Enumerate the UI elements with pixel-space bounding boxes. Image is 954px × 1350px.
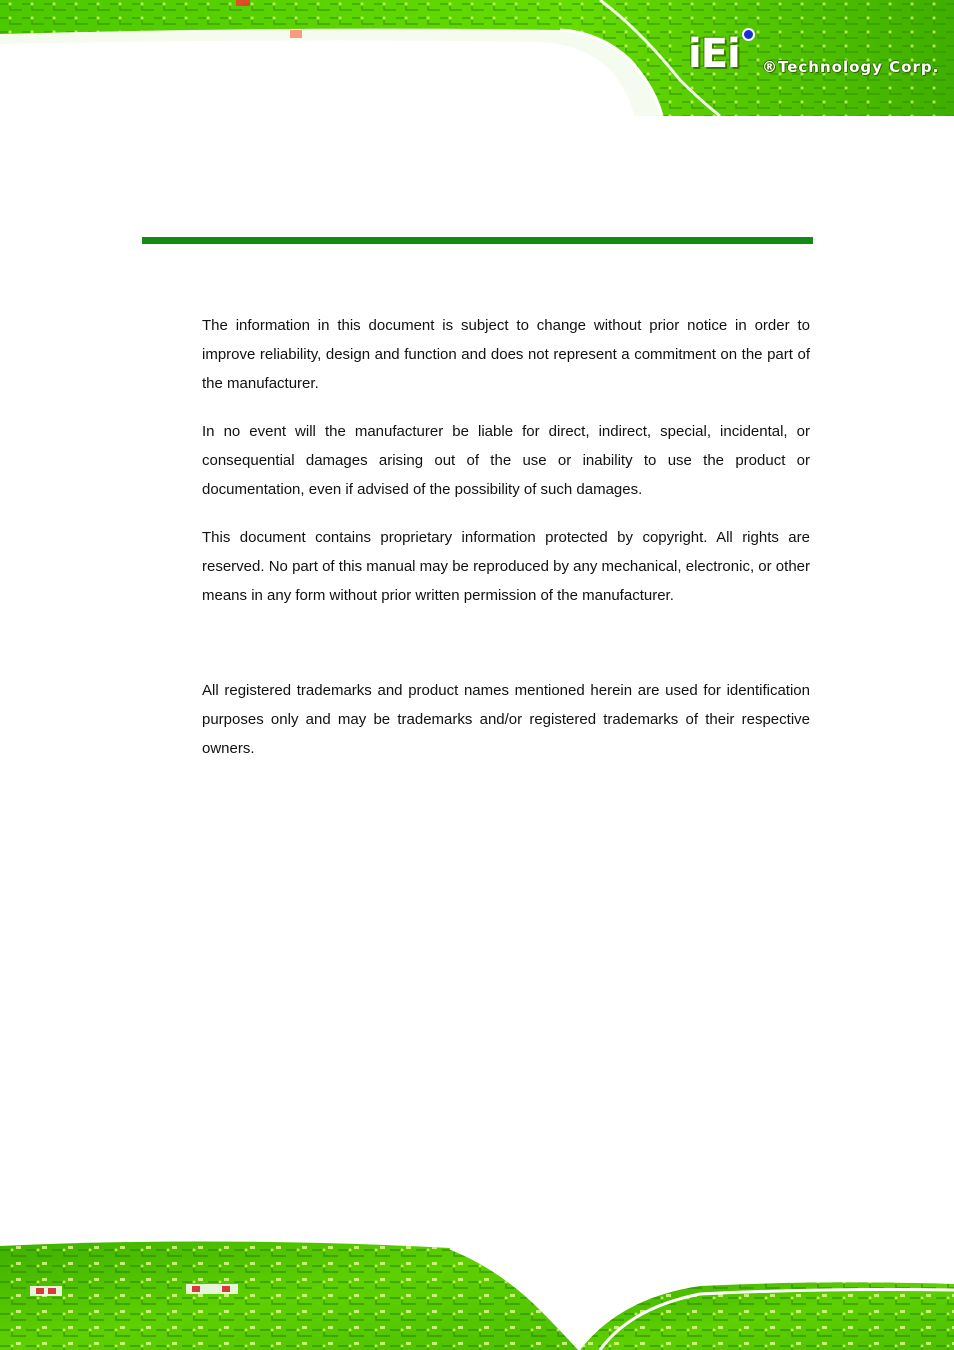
footer-circuit-banner (0, 1228, 954, 1350)
logo-dot-icon (742, 28, 755, 41)
paragraph-copyright: This document contains proprietary information protected by copyright. All rights are reserved. No part of this manual may be reproduced by any mechanical, electronic, or other means in any form without prior written permission of the manufacturer. (202, 529, 810, 604)
paragraph-trademarks: All registered trademarks and product names mentioned herein are used for identification purposes only and may be trademarks and/or registered trademarks of their respective owners. (202, 682, 810, 757)
paragraph-liability: In no event will the manufacturer be liable for direct, indirect, special, incidental, or consequential damages arising out of the use or inability to use the product or documentation, even if advised of the possibility of such damages. (202, 423, 810, 498)
logo-mark: iEi (688, 31, 740, 77)
logo-text: ®Technology Corp. (762, 58, 940, 76)
section-divider (142, 237, 813, 244)
company-logo (688, 28, 950, 78)
paragraph-notice: The information in this document is subject to change without prior notice in order to improve reliability, design and function and does not represent a commitment on the part of the manufacturer. (202, 317, 810, 392)
document-body (202, 311, 810, 782)
